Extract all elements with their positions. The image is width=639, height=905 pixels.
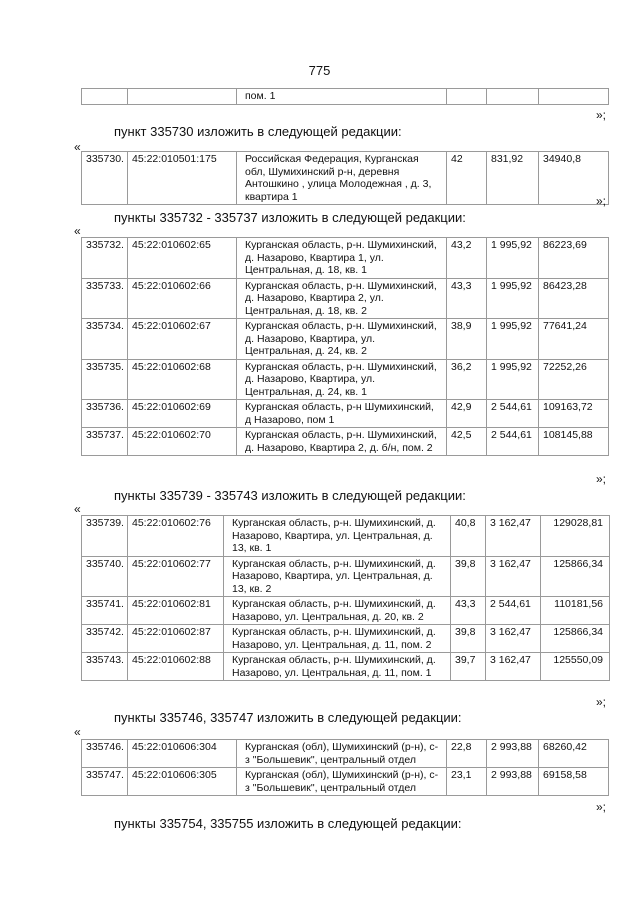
cell-value: 125550,09 xyxy=(541,653,610,681)
cell-value: 86423,28 xyxy=(539,278,609,319)
cell-rate xyxy=(487,89,539,105)
cell-row-number xyxy=(82,89,128,105)
cell-area: 22,8 xyxy=(447,740,487,768)
cell-address: Курганская область, р-н. Шумихинский, д. Назарово, Квартира, ул. Центральная, д. 24, кв. 1 xyxy=(237,359,447,400)
cell-row-number: 335737. xyxy=(82,428,128,456)
cell-area: 36,2 xyxy=(447,359,487,400)
cell-value xyxy=(539,89,609,105)
table-continuation xyxy=(81,88,609,105)
cell-value: 129028,81 xyxy=(541,516,610,557)
cell-rate: 3 162,47 xyxy=(486,625,541,653)
cell-row-number: 335730. xyxy=(82,152,128,205)
closing-quote: »; xyxy=(596,800,607,814)
table-335739-335743 xyxy=(81,515,610,681)
cell-cadastral-number: 45:22:010602:87 xyxy=(128,625,224,653)
section-heading: пункты 335754, 335755 изложить в следующей редакции: xyxy=(114,816,462,831)
cell-cadastral-number: 45:22:010602:65 xyxy=(128,238,237,279)
cell-row-number: 335733. xyxy=(82,278,128,319)
cell-address: Курганская область, р-н. Шумихинский, д. Назарово, Квартира 1, ул. Центральная, д. 18, кв. 1 xyxy=(237,238,447,279)
table-row xyxy=(82,653,610,681)
closing-quote: »; xyxy=(596,108,607,122)
table-row xyxy=(82,597,610,625)
table-row xyxy=(82,238,609,279)
cell-value: 34940,8 xyxy=(539,152,609,205)
cell-value: 125866,34 xyxy=(541,625,610,653)
cell-value: 77641,24 xyxy=(539,319,609,360)
cell-address: Российская Федерация, Курганская обл, Шумихинский р-н, деревня Антошкино , улица Молодежная , д. 3, квартира 1 xyxy=(237,152,447,205)
table-row xyxy=(82,400,609,428)
cell-cadastral-number: 45:22:010602:69 xyxy=(128,400,237,428)
cell-address: Курганская область, р-н. Шумихинский, д. Назарово, ул. Центральная, д. 20, кв. 2 xyxy=(224,597,451,625)
cell-address: Курганская область, р-н. Шумихинский, д. Назарово, ул. Центральная, д. 11, пом. 2 xyxy=(224,625,451,653)
cell-value: 125866,34 xyxy=(541,556,610,597)
section-heading: пункты 335739 - 335743 изложить в следующей редакции: xyxy=(114,488,466,503)
cell-rate: 1 995,92 xyxy=(487,238,539,279)
cell-value: 109163,72 xyxy=(539,400,609,428)
cell-area: 23,1 xyxy=(447,768,487,796)
cell-area: 42,5 xyxy=(447,428,487,456)
table-row xyxy=(82,89,609,105)
table-row xyxy=(82,319,609,360)
table-row xyxy=(82,278,609,319)
table-row xyxy=(82,359,609,400)
cell-row-number: 335740. xyxy=(82,556,128,597)
cell-rate: 2 993,88 xyxy=(487,768,539,796)
cell-area xyxy=(447,89,487,105)
cell-value: 108145,88 xyxy=(539,428,609,456)
table-row xyxy=(82,768,609,796)
table-row xyxy=(82,625,610,653)
cell-cadastral-number: 45:22:010606:305 xyxy=(128,768,237,796)
cell-area: 42,9 xyxy=(447,400,487,428)
opening-quote: « xyxy=(74,502,81,516)
cell-rate: 2 993,88 xyxy=(487,740,539,768)
cell-address: Курганская (обл), Шумихинский (р-н), с-з "Большевик", центральный отдел xyxy=(237,740,447,768)
cell-row-number: 335732. xyxy=(82,238,128,279)
table-row xyxy=(82,740,609,768)
table-335746-335747 xyxy=(81,739,609,796)
page-number: 775 xyxy=(308,63,331,78)
cell-area: 39,7 xyxy=(451,653,486,681)
cell-address: Курганская область, р-н. Шумихинский, д. Назарово, Квартира 2, ул. Центральная, д. 18, кв. 2 xyxy=(237,278,447,319)
section-heading: пункты 335732 - 335737 изложить в следующей редакции: xyxy=(114,210,466,225)
table-335732-335737 xyxy=(81,237,609,456)
cell-value: 72252,26 xyxy=(539,359,609,400)
opening-quote: « xyxy=(74,140,81,154)
cell-row-number: 335747. xyxy=(82,768,128,796)
cell-cadastral-number: 45:22:010501:175 xyxy=(128,152,237,205)
cell-address: Курганская область, р-н. Шумихинский, д. Назарово, Квартира, ул. Центральная, д. 13, кв. 2 xyxy=(224,556,451,597)
cell-address: Курганская область, р-н. Шумихинский, д. Назарово, ул. Центральная, д. 11, пом. 1 xyxy=(224,653,451,681)
cell-cadastral-number xyxy=(128,89,237,105)
cell-area: 43,3 xyxy=(451,597,486,625)
table-row xyxy=(82,556,610,597)
cell-rate: 3 162,47 xyxy=(486,653,541,681)
cell-rate: 831,92 xyxy=(487,152,539,205)
cell-area: 43,2 xyxy=(447,238,487,279)
cell-value: 68260,42 xyxy=(539,740,609,768)
cell-row-number: 335739. xyxy=(82,516,128,557)
cell-value: 69158,58 xyxy=(539,768,609,796)
cell-row-number: 335736. xyxy=(82,400,128,428)
cell-row-number: 335743. xyxy=(82,653,128,681)
cell-cadastral-number: 45:22:010602:67 xyxy=(128,319,237,360)
cell-cadastral-number: 45:22:010602:66 xyxy=(128,278,237,319)
cell-address: Курганская область, р-н Шумихинский, д Назарово, пом 1 xyxy=(237,400,447,428)
cell-area: 42 xyxy=(447,152,487,205)
opening-quote: « xyxy=(74,725,81,739)
cell-rate: 2 544,61 xyxy=(486,597,541,625)
table-row xyxy=(82,152,609,205)
cell-address: Курганская область, р-н. Шумихинский, д. Назарово, Квартира, ул. Центральная, д. 13, кв. 1 xyxy=(224,516,451,557)
cell-rate: 3 162,47 xyxy=(486,516,541,557)
cell-rate: 3 162,47 xyxy=(486,556,541,597)
closing-quote: »; xyxy=(596,472,607,486)
cell-address: Курганская область, р-н. Шумихинский, д. Назарово, Квартира 2, д. б/н, пом. 2 xyxy=(237,428,447,456)
cell-area: 40,8 xyxy=(451,516,486,557)
cell-cadastral-number: 45:22:010602:70 xyxy=(128,428,237,456)
cell-row-number: 335746. xyxy=(82,740,128,768)
cell-rate: 2 544,61 xyxy=(487,428,539,456)
cell-rate: 1 995,92 xyxy=(487,278,539,319)
cell-row-number: 335735. xyxy=(82,359,128,400)
cell-cadastral-number: 45:22:010602:88 xyxy=(128,653,224,681)
cell-area: 43,3 xyxy=(447,278,487,319)
cell-row-number: 335742. xyxy=(82,625,128,653)
cell-value: 110181,56 xyxy=(541,597,610,625)
cell-rate: 1 995,92 xyxy=(487,359,539,400)
cell-cadastral-number: 45:22:010602:77 xyxy=(128,556,224,597)
table-row xyxy=(82,516,610,557)
cell-address: Курганская область, р-н. Шумихинский, д. Назарово, Квартира, ул. Центральная, д. 24, кв. 2 xyxy=(237,319,447,360)
cell-area: 39,8 xyxy=(451,625,486,653)
section-heading: пункты 335746, 335747 изложить в следующей редакции: xyxy=(114,710,462,725)
cell-rate: 1 995,92 xyxy=(487,319,539,360)
cell-cadastral-number: 45:22:010606:304 xyxy=(128,740,237,768)
closing-quote: »; xyxy=(596,695,607,709)
cell-value: 86223,69 xyxy=(539,238,609,279)
table-row xyxy=(82,428,609,456)
section-heading: пункт 335730 изложить в следующей редакции: xyxy=(114,124,402,139)
opening-quote: « xyxy=(74,224,81,238)
cell-area: 39,8 xyxy=(451,556,486,597)
cell-address: пом. 1 xyxy=(237,89,447,105)
cell-cadastral-number: 45:22:010602:81 xyxy=(128,597,224,625)
table-335730 xyxy=(81,151,609,205)
cell-area: 38,9 xyxy=(447,319,487,360)
cell-address: Курганская (обл), Шумихинский (р-н), с-з "Большевик", центральный отдел xyxy=(237,768,447,796)
cell-row-number: 335741. xyxy=(82,597,128,625)
cell-rate: 2 544,61 xyxy=(487,400,539,428)
cell-cadastral-number: 45:22:010602:68 xyxy=(128,359,237,400)
cell-row-number: 335734. xyxy=(82,319,128,360)
closing-quote: »; xyxy=(596,194,607,208)
cell-cadastral-number: 45:22:010602:76 xyxy=(128,516,224,557)
